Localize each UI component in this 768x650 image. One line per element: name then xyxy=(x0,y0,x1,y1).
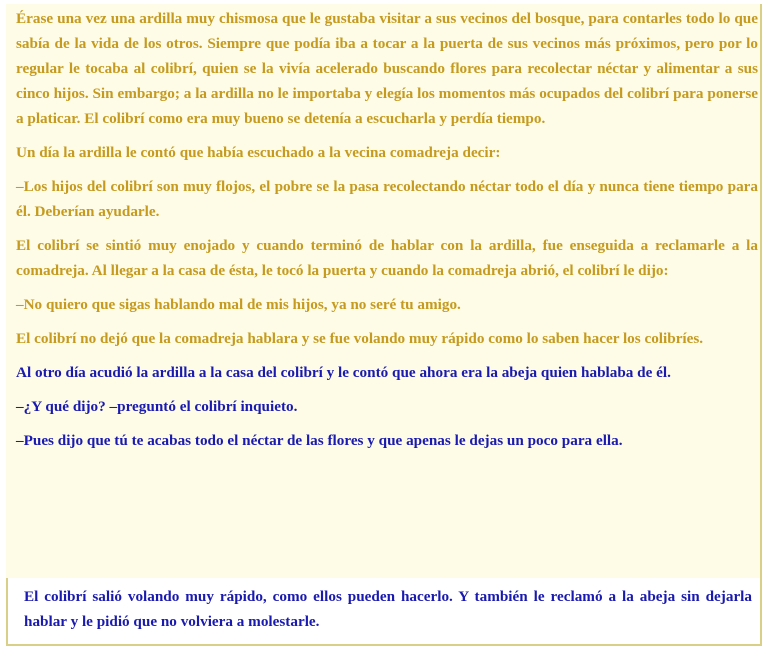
paragraph-bee-quote: –Pues dijo que tú te acabas todo el néctar de las flores y que apenas le dejas un poco para ella. xyxy=(16,432,623,449)
paragraph-final: El colibrí salió volando muy rápido, como ellos pueden hacerlo. Y también le reclamó a la abeja sin dejarla hablar y le pidió que no volviera a molestarle. xyxy=(24,588,752,630)
story-panel xyxy=(6,4,762,578)
paragraph-hummingbird-angry: El colibrí se sintió muy enojado y cuando terminó de hablar con la ardilla, fue enseguida a reclamarle a la comadreja. Al llegar a la casa de ésta, le tocó la puerta y cuando la comadreja abrió, el colibrí le dijo: xyxy=(16,237,758,279)
paragraph-intro: Érase una vez una ardilla muy chismosa que le gustaba visitar a sus vecinos del bosque, para contarles todo lo que sabía de la vida de los otros. Siempre que podía iba a tocar a la puerta de sus vecinos más próximos, pero por lo regular le tocaba al colibrí, quien se la vivía acelerado buscando flores para recolectar néctar y alimentar a sus cinco hijos. Sin embargo; a la ardilla no le importaba y elegía los momentos más ocupados del colibrí para ponerse a platicar. El colibrí como era muy bueno se detenía a escucharla y perdía tiempo. xyxy=(16,10,758,127)
paragraph-weasel-quote: –Los hijos del colibrí son muy flojos, el pobre se la pasa recolectando néctar todo el día y nunca tiene tiempo para él. Deberían ayudarle. xyxy=(16,178,758,220)
paragraph-hummingbird-quote: –No quiero que sigas hablando mal de mis hijos, ya no seré tu amigo. xyxy=(16,296,461,313)
paragraph-squirrel-tells: Un día la ardilla le contó que había escuchado a la vecina comadreja decir: xyxy=(16,144,501,161)
paragraph-next-day: Al otro día acudió la ardilla a la casa del colibrí y le contó que ahora era la abeja quien hablaba de él. xyxy=(16,364,671,381)
final-paragraph-box xyxy=(6,578,762,646)
paragraph-question: –¿Y qué dijo? –preguntó el colibrí inquieto. xyxy=(16,398,298,415)
paragraph-hummingbird-leaves: El colibrí no dejó que la comadreja hablara y se fue volando muy rápido como lo saben hacer los colibríes. xyxy=(16,330,704,347)
